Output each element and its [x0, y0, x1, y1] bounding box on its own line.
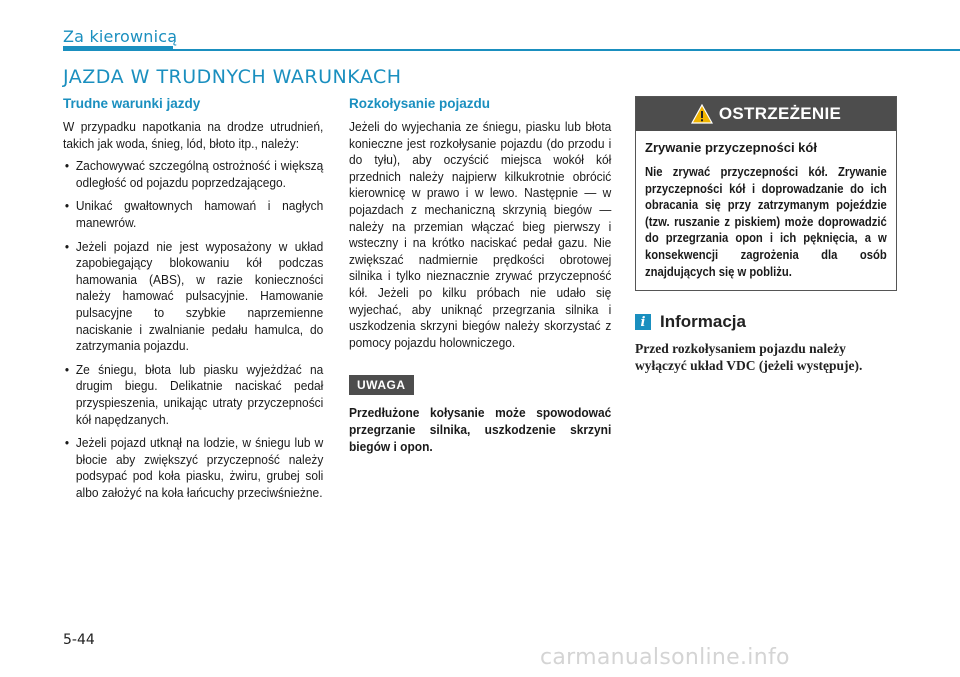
list-item: • Jeżeli pojazd nie jest wyposażony w układ zapobiegający blokowaniu kół podczas hamowania (ABS), w razie konieczności należy hamować pulsacyjnie. Hamowanie pulsacyjne to szybkie naprzemienne naciskanie i zwalnianie pedału hamulca, do zatrzymania pojazdu. — [63, 239, 323, 355]
notice-badge: UWAGA — [349, 375, 414, 395]
warning-text: Nie zrywać przyczepności kół. Zrywanie przyczepności kół i doprowadzanie do ich obracania się przy zatrzymanym pojeździe (tzw. ruszanie z piskiem) może doprowadzić do przegrzania opon i ich pęknięcia, a w konsekwencji zagrożenia dla osób znajdujących się w pobliżu. — [645, 165, 887, 279]
warning-content — [636, 131, 896, 290]
header-rule — [63, 49, 960, 51]
rocking-vehicle-body — [349, 119, 611, 351]
warning-header — [636, 97, 896, 131]
rocking-vehicle-heading: Rozkołysanie pojazdu — [349, 96, 491, 111]
notice-text-wrap — [349, 405, 611, 455]
warning-box — [635, 96, 897, 291]
difficult-conditions-list — [63, 158, 323, 501]
column-warning-info — [635, 96, 897, 374]
difficult-conditions-heading: Trudne warunki jazdy — [63, 96, 201, 111]
column-rocking-vehicle — [349, 96, 613, 461]
watermark: carmanualsonline.info — [540, 645, 790, 670]
notice-text: Przedłużone kołysanie może spowodować przegrzanie silnika, uszkodzenie skrzyni biegów i opon. — [349, 405, 612, 454]
difficult-conditions-body — [63, 119, 323, 501]
info-text: Przed rozkołysaniem pojazdu należy wyłączyć układ VDC (jeżeli występuje). — [635, 341, 863, 374]
rocking-vehicle-text: Jeżeli do wyjechania ze śniegu, piasku lub błota konieczne jest rozkołysanie pojazdu (do przodu i do tyłu), aby oczyścić miejsca wokół kół przednich należy najpierw kilkukrotnie obrócić kierownicę w prawo i w lewo. Następnie — w pojazdach z mechaniczną skrzynią biegów — należy na przemian włączać bieg pierwszy i wsteczny i na krótko naciskać pedał gazu. Nie zwiększać nadmiernie prędkości obrotowej silnika i tylko nieznacznie zrywać przyczepność kół. Jeżeli po kilku próbach nie udało się wyjechać, aby uniknąć przegrzania silnika i uszkodzenia skrzyni biegów należy skorzystać z pomocy pojazdu holowniczego. — [349, 119, 612, 350]
difficult-conditions-intro: W przypadku napotkania na drodze utrudnień, takich jak woda, śnieg, lód, błoto itp., należy: — [63, 119, 324, 151]
list-item: • Zachowywać szczególną ostrożność i większą odległość od pojazdu poprzedzającego. — [63, 158, 323, 191]
info-icon: i — [635, 314, 651, 330]
list-item: • Jeżeli pojazd utknął na lodzie, w śniegu lub w błocie aby zwiększyć przyczepność należy podsypać pod koła piasku, żwiru, grubej soli albo założyć na koła łańcuchy przeciwśnieżne. — [63, 435, 323, 501]
list-item: • Unikać gwałtownych hamowań i nagłych manewrów. — [63, 198, 323, 231]
info-label: Informacja — [660, 312, 746, 332]
warning-label: OSTRZEŻENIE — [718, 104, 842, 123]
chapter-title: Za kierownicą — [63, 27, 178, 46]
info-header — [635, 312, 897, 332]
list-item: • Ze śniegu, błota lub piasku wyjeżdżać na drugim biegu. Delikatnie naciskać pedał przyspieszenia, unikając utraty przyczepności kół napędzanych. — [63, 362, 323, 428]
page-number: 5-44 — [63, 632, 95, 648]
warning-title: Zrywanie przyczepności kół — [645, 140, 817, 155]
warning-triangle-icon — [691, 104, 713, 124]
column-difficult-conditions — [63, 96, 325, 508]
section-title: JAZDA W TRUDNYCH WARUNKACH — [63, 66, 402, 88]
